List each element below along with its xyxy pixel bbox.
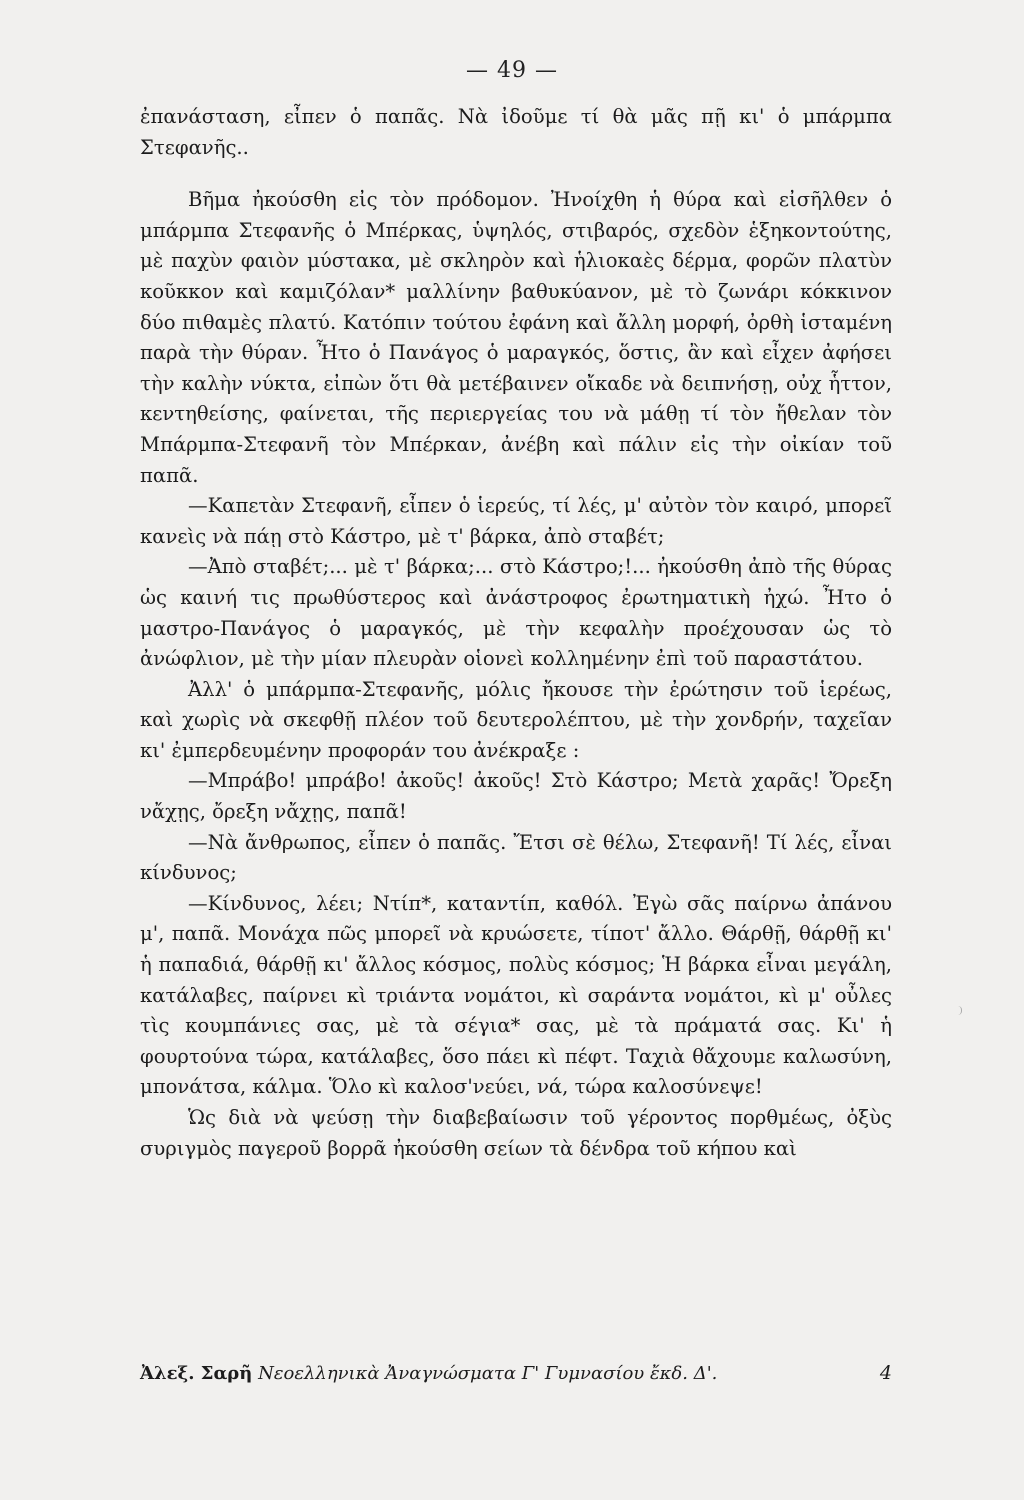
paragraph-4: —Ἀπὸ σταβέτ;... μὲ τ' βάρκα;... στὸ Κάστρο;!... ἠκούσθη ἀπὸ τῆς θύρας ὡς καινή τις πρωθύστερος καὶ ἀνάστροφος ἐρωτηματικὴ ἠχώ. Ἦτο ὁ μαστρο-Πανάγος ὁ μαραγκός, μὲ τὴν κεφαλὴν προέχουσαν ὡς τὸ ἀνώφλιον, μὲ τὴν μίαν πλευρὰν οἱονεὶ κολλημένην ἐπὶ τοῦ παραστάτου. [140, 555, 892, 671]
footer-title-text: Νεοελληνικὰ Ἀναγνώσματα Γ' Γυμνασίου ἔκδ. Δ'. [258, 1363, 718, 1384]
paragraph-5: Ἀλλ' ὁ μπάρμπα-Στεφανῆς, μόλις ἤκουσε τὴν ἐρώτησιν τοῦ ἱερέως, καὶ χωρὶς νὰ σκεφθῇ πλέον τοῦ δευτερολέπτου, μὲ τὴν χονδρήν, ταχεῖαν κι' ἐμπερδευμένην προφοράν του ἀνέκραξε : [140, 677, 892, 762]
text-body [140, 102, 892, 1164]
paragraph-7: —Νὰ ἄνθρωπος, εἶπεν ὁ παπᾶς. Ἔτσι σὲ θέλω, Στεφανῆ! Τί λές, εἶναι κίνδυνος; [140, 830, 892, 885]
paragraph-2: Βῆμα ἠκούσθη εἰς τὸν πρόδομον. Ἠνοίχθη ἡ θύρα καὶ εἰσῆλθεν ὁ μπάρμπα Στεφανῆς ὁ Μπέρκας, ὑψηλός, στιβαρός, σχεδὸν ἑξηκοντούτης, μὲ παχὺν φαιὸν μύστακα, μὲ σκληρὸν καὶ ἡλιοκαὲς δέρμα, φορῶν πλατὺν κοῦκκον καὶ καμιζόλαν* μαλλίνην βαθυκύανον, μὲ τὸ ζωνάρι κόκκινον δύο πιθαμὲς πλατύ. Κατόπιν τούτου ἐφάνη καὶ ἄλλη μορφή, ὀρθὴ ἱσταμένη παρὰ τὴν θύραν. Ἦτο ὁ Πανάγος ὁ μαραγκός, ὅστις, ἂν καὶ εἶχεν ἀφήσει τὴν καλὴν νύκτα, εἰπὼν ὅτι θὰ μετέβαινεν οἴκαδε νὰ δειπνήσῃ, οὐχ ἧττον, κεντηθείσης, φαίνεται, τῆς περιεργείας του νὰ μάθῃ τί τὸν ἤθελαν τὸν Μπάρμπα-Στεφανῆ τὸν Μπέρκαν, ἀνέβη καὶ πάλιν εἰς τὴν οἰκίαν τοῦ παπᾶ. [140, 188, 892, 487]
footer-author: Ἀλεξ. Σαρῆ [140, 1363, 253, 1384]
paragraph-1: ἐπανάσταση, εἶπεν ὁ παπᾶς. Νὰ ἰδοῦμε τί θὰ μᾶς πῇ κι' ὁ μπάρμπα Στεφανῆς.. [140, 105, 892, 159]
paragraph-3: —Καπετὰν Στεφανῆ, εἶπεν ὁ ἱερεύς, τί λές, μ' αὐτὸν τὸν καιρό, μπορεῖ κανεὶς νὰ πάῃ στὸ Κάστρο, μὲ τ' βάρκα, ἀπὸ σταβέτ; [140, 494, 892, 548]
paragraph-6: —Μπράβο! μπράβο! ἀκοῦς! ἀκοῦς! Στὸ Κάστρο; Μετὰ χαρᾶς! Ὄρεξη νἄχῃς, ὄρεξη νἄχῃς, παπᾶ! [140, 769, 892, 824]
page-number: — 49 — [466, 58, 558, 83]
footer-signature-mark: 4 [879, 1362, 892, 1384]
footer-book-title [140, 1363, 717, 1384]
paragraph-8: —Κίνδυνος, λέει; Ντίπ*, καταντίπ, καθόλ. Ἐγὼ σᾶς παίρνω ἀπάνου μ', παπᾶ. Μονάχα πῶς μπορεῖ νὰ κρυώσετε, τίποτ' ἄλλο. Θάρθῇ, θάρθῇ κι' ἡ παπαδιά, θάρθῇ κι' ἄλλος κόσμος, πολὺς κόσμος; Ἡ βάρκα εἶναι μεγάλη, κατάλαβες, παίρνει κὶ τριάντα νομάτοι, κὶ σαράντα νομάτοι, κὶ μ' οὖλες τὶς κουμπάνιες σας, μὲ τὰ σέγια* σας, μὲ τὰ πράματά σας. Κι' ἡ φουρτούνα τώρα, κατάλαβες, ὅσο πάει κὶ πέφτ. Ταχιὰ θἄχουμε καλωσύνη, μπονάτσα, κάλμα. Ὅλο κὶ καλοσ'νεύει, νά, τώρα καλοσύνεψε! [140, 891, 892, 1099]
page-footer [140, 1362, 892, 1384]
margin-mark [958, 1006, 962, 1015]
paragraph-9: Ὡς διὰ νὰ ψεύσῃ τὴν διαβεβαίωσιν τοῦ γέροντος πορθμέως, ὀξὺς συριγμὸς παγεροῦ βορρᾶ ἠκούσθη σείων τὰ δένδρα τοῦ κήπου καὶ [140, 1106, 892, 1160]
